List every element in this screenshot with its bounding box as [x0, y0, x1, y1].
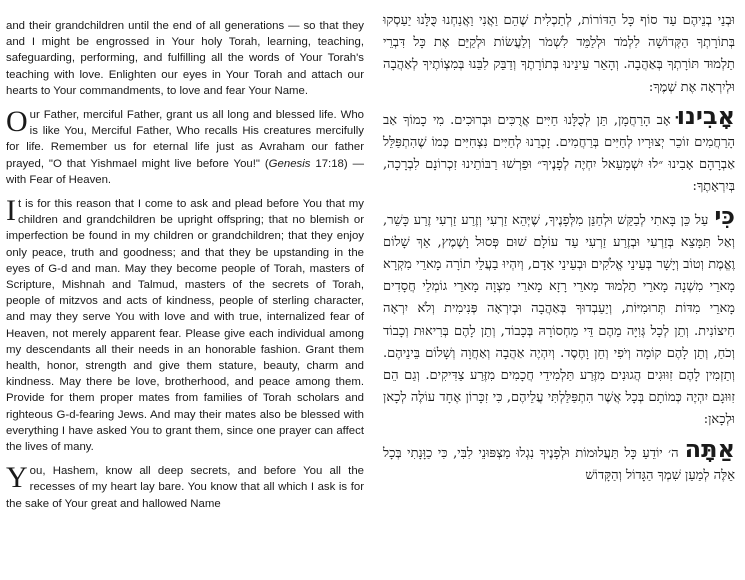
- hebrew-paragraph-4: [383, 434, 735, 487]
- hebrew-opening-word: אַתָּה: [684, 434, 735, 463]
- english-column: [6, 18, 364, 520]
- english-paragraph-4-text: ou, Hashem, know all deep secrets, and before You all the recesses of my heart lay bare. You know that all which I ask is for the sake of Your great and hallowed Name: [6, 465, 364, 510]
- drop-cap: Y: [6, 461, 28, 495]
- english-paragraph-3-text: t is for this reason that I come to ask and plead before You that my children and grandchildren be upright offspring; that no blemish or imperfection be found in my children or grandchildren; that they enjoy only peace, truth and goodness; and that they be upstanding in the eyes of G-d and man. May they become people of Torah, masters of Scripture, Mishnah and Talmud, masters of the secrets of Torah, people of mitzvos and acts of kindness, people of sterling character, and may they serve You with love and with true, internalized fear of Heaven, not merely apparent fear. Please give each individual among my descendants all their needs in an honorable fashion. Grant them health, honor, strength and give them stature, beauty, charm and kindness. May there be love, brotherhood, and peace among them. Provide for them proper mates from families of Torah scholars and righteous G-d-fearing Jews. And may their mates also be blessed with everything I have asked You to grant them, since one prayer can affect the lives of many.: [6, 198, 364, 454]
- hebrew-column: [383, 10, 735, 493]
- hebrew-paragraph-1: וּבְנֵי בְנֵיהֶם עַד סוֹף כָּל הַדּוֹרוֹת, לְתַכְלִית שֶׁהֵם וַאֲנִי וַאֲנַחְנוּ כֻּלָּנוּ יַעַסְקוּ בְּתוֹרָתְךָ הַקְּדוֹשָׁה לִלְמֹד וּלְלַמֵּד לִשְׁמֹר וְלַעֲשׂוֹת וּלְקַיֵּם אֶת כָּל דִּבְרֵי תַלְמוּד תּוֹרָתְךָ בְּאַהֲבָה. וְהָאֵר עֵינֵינוּ בְּתוֹרָתֶךָ וְדַבֵּק לִבֵּנוּ בְּמִצְוֹתֶיךָ לְאַהֲבָה וּלְיִרְאָה אֶת שְׁמֶךָ:: [383, 13, 735, 95]
- english-paragraph-4: [6, 463, 364, 512]
- english-paragraph-1: and their grandchildren until the end of all generations — so that they and I might be engrossed in Your holy Torah, learning, teaching, safeguarding, performing, and fulfilling all the words of Your Torah's teaching with love. Enlighten our eyes in Your Torah and attach our hearts to Your commandments, to love and fear Your Name.: [6, 20, 364, 97]
- hebrew-paragraph-3: [383, 201, 735, 432]
- hebrew-opening-word: כִּי: [714, 201, 735, 230]
- drop-cap: O: [6, 105, 28, 139]
- english-paragraph-2-text-a: ur Father, merciful Father, grant us all long and blessed life. Who is like You, Merciful Father, Who recalls His creatures mercifully for life. Remember us for eternal life just as Avraham our father prayed, "O that Yishmael might live before You!" (: [6, 109, 364, 170]
- english-paragraph-2: [6, 107, 364, 188]
- english-paragraph-2-text-b: 17:18) — with Fear of Heaven.: [6, 157, 364, 186]
- hebrew-paragraph-2: [383, 101, 735, 199]
- english-paragraph-3: [6, 196, 364, 455]
- hebrew-paragraph-4-text: ה׳ יוֹדֵעַ כָּל תַּעֲלוּמוֹת וּלְפָנֶיךָ נִגְלוּ מַצְפּוּנֵי לִבִּי, כִּי כַוָּנָתִי בְּכָל אֵלֶּה לְמַעַן שִׁמְךָ הַגָּדוֹל וְהַקָּדוֹשׁ: [383, 445, 735, 483]
- verse-reference: Genesis: [268, 157, 311, 170]
- hebrew-paragraph-3-text: עַל כֵּן בָּאתִי לְבַקֵּשׁ וּלְחַנֵּן מִלְּפָנֶיךָ, שֶׁיְּהֵא זַרְעִי וְזֶרַע זַרְעִי זֶרַע כָּשֵׁר, וְאַל תִּמָּצֵא בְּזַרְעִי וּבְזֶרַע זַרְעִי עַד עוֹלָם שׁוּם פְּסוּל וָשֶׁמֶץ, אַךְ שָׁלוֹם וֶאֱמֶת וְטוֹב וְיָשָׁר בְּעֵינֵי אֱלֹקִים וּבְעֵינֵי אָדָם, וְיִהְיוּ בַעֲלֵי תוֹרָה מָארֵי מִקְרָא מָארֵי מִשְׁנָה מָארֵי תַלְמוּד מָארֵי רָזָא מָארֵי מִצְוָה מָארֵי גוֹמְלֵי חֲסָדִים מָארֵי מִדּוֹת תְּרוּמִיּוֹת, וְיַעַבְדוּךָ בְּאַהֲבָה וּבְיִרְאָה פְּנִימִית וְלֹא יִרְאָה חִיצוֹנִית. וְתֵן לְכָל גְּוִיָּה מֵהֶם דֵּי מַחְסוֹרָהּ בְּכָבוֹד, וְתֵן לָהֶם בְּרִיאוּת וְכָבוֹד וְכֹחַ, וְתֵן לָהֶם קוֹמָה וְיֹפִי וְחֵן וָחֶסֶד. וְיִהְיֶה אַהֲבָה וְאַחֲוָה וְשָׁלוֹם בֵּינֵיהֶם. וְתַזְמִין לָהֶם זִוּוּגִים הֲגוּנִים מִזֶּרַע תַּלְמִידֵי חֲכָמִים מִזֶּרַע צַדִּיקִים. וְגַם הֵם זִוּוּגָם יִהְיֶה כְּמוֹתָם בְּכָל אֲשֶׁר הִתְפַּלַּלְתִּי עֲלֵיהֶם, כִּי זִכָּרוֹן אֶחָד עוֹלֶה לְכָאן וּלְכָאן:: [383, 212, 735, 428]
- drop-cap: I: [6, 194, 16, 228]
- hebrew-paragraph-2-text: אָב הָרַחֲמָן, תֵּן לְכֻלָּנוּ חַיִּים אֲרֻכִּים וּבְרוּכִים. מִי כָמוֹךָ אַב הָרַחֲמִים זוֹכֵר יְצוּרָיו לְחַיִּים בְּרַחֲמִים. זָכְרֵנוּ לְחַיִּים נִצְחִיִּים כְּמוֹ שֶׁהִתְפַּלֵּל אַבְרָהָם אָבִינוּ ״לוּ יִשְׁמָעֵאל יִחְיֶה לְפָנֶיךָ״ וּפֵרְשׁוּ רַבּוֹתֵינוּ זִכְרוֹנָם לִבְרָכָה, בְּיִרְאָתֶךָ:: [383, 112, 735, 195]
- hebrew-opening-word: אָבִינוּ: [676, 101, 735, 130]
